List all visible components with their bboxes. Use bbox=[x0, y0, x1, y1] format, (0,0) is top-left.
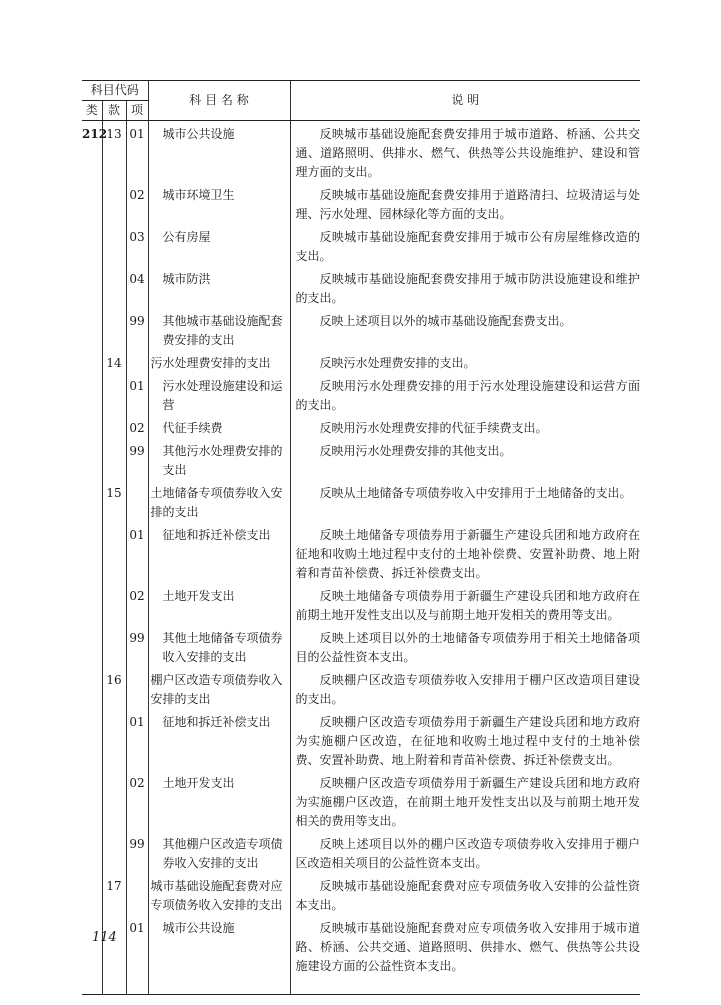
table-row bbox=[82, 484, 640, 522]
cell-kuan bbox=[102, 186, 126, 224]
cell-lei bbox=[82, 526, 102, 583]
cell-subject-name: 城市防洪 bbox=[148, 270, 290, 308]
cell-lei bbox=[82, 442, 102, 480]
cell-lei bbox=[82, 671, 102, 709]
cell-description: 反映棚户区改造专项债券用于新疆生产建设兵团和地方政府为实施棚户区改造，在前期土地开发性支出以及与前期土地开发相关的费用等支出。 bbox=[290, 774, 640, 831]
cell-description: 反映棚户区改造专项债券收入安排用于棚户区改造项目建设的支出。 bbox=[290, 671, 640, 709]
cell-kuan bbox=[102, 629, 126, 667]
header-kuan: 款 bbox=[102, 101, 126, 121]
cell-xiang bbox=[126, 877, 148, 915]
cell-description: 反映从土地储备专项债券收入中安排用于土地储备的支出。 bbox=[290, 484, 640, 522]
cell-kuan bbox=[102, 774, 126, 831]
cell-xiang: 02 bbox=[126, 774, 148, 831]
cell-lei bbox=[82, 835, 102, 873]
table-row bbox=[82, 587, 640, 625]
cell-xiang: 02 bbox=[126, 186, 148, 224]
cell-subject-name: 城市环境卫生 bbox=[148, 186, 290, 224]
cell-description: 反映用污水处理费安排的代征手续费支出。 bbox=[290, 419, 640, 438]
cell-subject-name: 污水处理费安排的支出 bbox=[148, 354, 290, 373]
cell-description: 反映用污水处理费安排的用于污水处理设施建设和运营方面的支出。 bbox=[290, 377, 640, 415]
table-row bbox=[82, 186, 640, 224]
table-row bbox=[82, 713, 640, 770]
cell-kuan: 14 bbox=[102, 354, 126, 373]
table-row bbox=[82, 228, 640, 266]
cell-lei bbox=[82, 629, 102, 667]
table-body bbox=[82, 121, 640, 995]
cell-xiang: 99 bbox=[126, 312, 148, 350]
cell-kuan: 16 bbox=[102, 671, 126, 709]
cell-subject-name: 其他污水处理费安排的支出 bbox=[148, 442, 290, 480]
cell-xiang: 01 bbox=[126, 125, 148, 182]
cell-lei bbox=[82, 377, 102, 415]
cell-lei bbox=[82, 877, 102, 915]
cell-lei bbox=[82, 713, 102, 770]
cell-xiang: 99 bbox=[126, 442, 148, 480]
cell-xiang: 02 bbox=[126, 587, 148, 625]
cell-subject-name: 其他棚户区改造专项债券收入安排的支出 bbox=[148, 835, 290, 873]
cell-kuan bbox=[102, 270, 126, 308]
table-row bbox=[82, 442, 640, 480]
cell-kuan: 17 bbox=[102, 877, 126, 915]
table-row bbox=[82, 312, 640, 350]
cell-kuan bbox=[102, 419, 126, 438]
cell-description: 反映上述项目以外的土地储备专项债券用于相关土地储备项目的公益性资本支出。 bbox=[290, 629, 640, 667]
table-row bbox=[82, 270, 640, 308]
cell-subject-name: 土地开发支出 bbox=[148, 587, 290, 625]
table-row bbox=[82, 377, 640, 415]
table-row bbox=[82, 919, 640, 976]
cell-subject-name: 土地储备专项债券收入安排的支出 bbox=[148, 484, 290, 522]
cell-description: 反映城市基础设施配套费安排用于城市公有房屋维修改造的支出。 bbox=[290, 228, 640, 266]
cell-subject-name: 土地开发支出 bbox=[148, 774, 290, 831]
cell-description: 反映上述项目以外的城市基础设施配套费支出。 bbox=[290, 312, 640, 350]
table-row bbox=[82, 835, 640, 873]
cell-lei bbox=[82, 270, 102, 308]
header-desc: 说 明 bbox=[290, 81, 640, 121]
cell-xiang bbox=[126, 484, 148, 522]
cell-lei bbox=[82, 587, 102, 625]
cell-kuan bbox=[102, 526, 126, 583]
cell-xiang: 01 bbox=[126, 713, 148, 770]
table-row bbox=[82, 526, 640, 583]
cell-kuan bbox=[102, 713, 126, 770]
cell-description: 反映土地储备专项债券用于新疆生产建设兵团和地方政府在征地和收购土地过程中支付的土地补偿费、安置补助费、地上附着和青苗补偿费、拆迁补偿费支出。 bbox=[290, 526, 640, 583]
table-row bbox=[82, 629, 640, 667]
cell-kuan bbox=[102, 442, 126, 480]
cell-subject-name: 棚户区改造专项债券收入安排的支出 bbox=[148, 671, 290, 709]
cell-xiang: 01 bbox=[126, 377, 148, 415]
header-lei: 类 bbox=[82, 101, 102, 121]
page-number: 114 bbox=[92, 930, 117, 945]
cell-description: 反映城市基础设施配套费安排用于道路清扫、垃圾清运与处理、污水处理、园林绿化等方面的支出。 bbox=[290, 186, 640, 224]
table-row bbox=[82, 671, 640, 709]
cell-xiang: 01 bbox=[126, 526, 148, 583]
cell-description: 反映用污水处理费安排的其他支出。 bbox=[290, 442, 640, 480]
cell-lei bbox=[82, 484, 102, 522]
cell-xiang bbox=[126, 671, 148, 709]
cell-lei bbox=[82, 186, 102, 224]
budget-subject-table bbox=[82, 80, 640, 995]
cell-xiang bbox=[126, 354, 148, 373]
cell-description: 反映棚户区改造专项债券用于新疆生产建设兵团和地方政府为实施棚户区改造，在征地和收购土地过程中支付的土地补偿费、安置补助费、地上附着和青苗补偿费、拆迁补偿费支出。 bbox=[290, 713, 640, 770]
cell-subject-name: 城市公共设施 bbox=[148, 125, 290, 182]
cell-lei: 212 bbox=[82, 127, 108, 141]
cell-kuan bbox=[102, 377, 126, 415]
cell-subject-name: 公有房屋 bbox=[148, 228, 290, 266]
table-row bbox=[82, 774, 640, 831]
cell-lei bbox=[82, 354, 102, 373]
cell-subject-name: 其他城市基础设施配套费安排的支出 bbox=[148, 312, 290, 350]
table-row bbox=[82, 877, 640, 915]
table-row bbox=[82, 125, 640, 182]
cell-kuan: 13 bbox=[102, 125, 126, 182]
cell-kuan bbox=[102, 228, 126, 266]
cell-lei bbox=[82, 919, 102, 976]
cell-description: 反映城市基础设施配套费对应专项债务收入安排的公益性资本支出。 bbox=[290, 877, 640, 915]
cell-xiang: 01 bbox=[126, 919, 148, 976]
cell-subject-name: 其他土地储备专项债券收入安排的支出 bbox=[148, 629, 290, 667]
cell-xiang: 99 bbox=[126, 629, 148, 667]
cell-lei bbox=[82, 774, 102, 831]
cell-subject-name: 污水处理设施建设和运营 bbox=[148, 377, 290, 415]
cell-xiang: 02 bbox=[126, 419, 148, 438]
table-row bbox=[82, 419, 640, 438]
cell-description: 反映城市基础设施配套费安排用于城市道路、桥涵、公共交通、道路照明、供排水、燃气、供热等公共设施维护、建设和管理方面的支出。 bbox=[290, 125, 640, 182]
cell-kuan: 15 bbox=[102, 484, 126, 522]
cell-kuan bbox=[102, 587, 126, 625]
cell-kuan bbox=[102, 835, 126, 873]
cell-kuan bbox=[102, 312, 126, 350]
cell-description: 反映城市基础设施配套费安排用于城市防洪设施建设和维护的支出。 bbox=[290, 270, 640, 308]
cell-lei bbox=[82, 228, 102, 266]
cell-xiang: 99 bbox=[126, 835, 148, 873]
cell-subject-name: 征地和拆迁补偿支出 bbox=[148, 526, 290, 583]
cell-kuan bbox=[102, 919, 126, 976]
cell-xiang: 04 bbox=[126, 270, 148, 308]
header-code-group: 科目代码 bbox=[82, 81, 148, 101]
cell-lei bbox=[82, 312, 102, 350]
cell-xiang: 03 bbox=[126, 228, 148, 266]
cell-description: 反映污水处理费安排的支出。 bbox=[290, 354, 640, 373]
header-name: 科 目 名 称 bbox=[148, 81, 290, 121]
cell-subject-name: 征地和拆迁补偿支出 bbox=[148, 713, 290, 770]
table-row bbox=[82, 354, 640, 373]
cell-description: 反映上述项目以外的棚户区改造专项债券收入安排用于棚户区改造相关项目的公益性资本支出。 bbox=[290, 835, 640, 873]
cell-subject-name: 城市基础设施配套费对应专项债务收入安排的支出 bbox=[148, 877, 290, 915]
cell-description: 反映土地储备专项债券用于新疆生产建设兵团和地方政府在前期土地开发性支出以及与前期土地开发相关的费用等支出。 bbox=[290, 587, 640, 625]
header-xiang: 项 bbox=[126, 101, 148, 121]
cell-subject-name: 代征手续费 bbox=[148, 419, 290, 438]
cell-subject-name: 城市公共设施 bbox=[148, 919, 290, 976]
cell-lei bbox=[82, 419, 102, 438]
cell-description: 反映城市基础设施配套费对应专项债务收入安排用于城市道路、桥涵、公共交通、道路照明、供排水、燃气、供热等公共设施建设方面的公益性资本支出。 bbox=[290, 919, 640, 976]
